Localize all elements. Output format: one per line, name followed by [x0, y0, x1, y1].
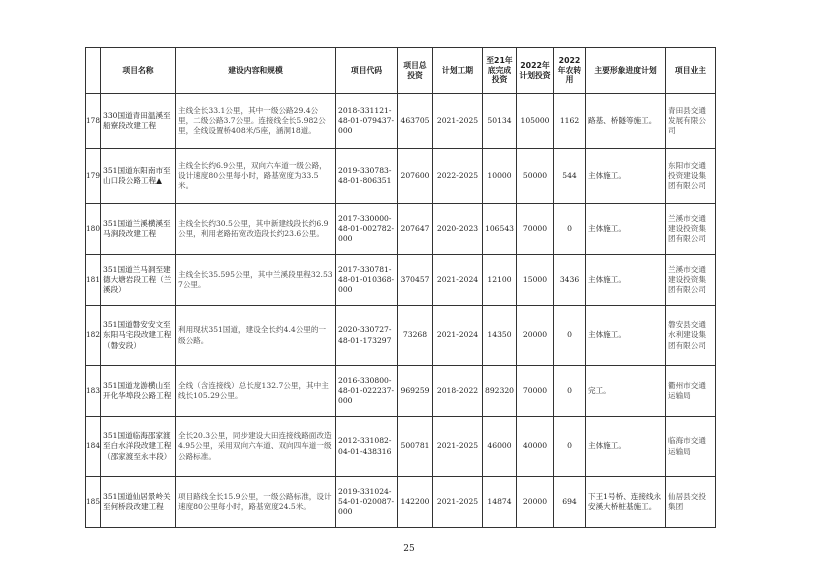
- header-progress-plan: 主要形象进度计划: [586, 48, 666, 94]
- header-2022-land-conversion: 2022年农转用: [554, 48, 586, 94]
- project-name: 351国道兰马洞至建德大塘岩段工程（兰溪段）: [101, 255, 176, 306]
- schedule: 2021-2025: [433, 94, 483, 149]
- land-conversion-2022: 0: [554, 306, 586, 366]
- plan-2022-investment: 40000: [517, 417, 554, 477]
- progress-plan: 主体施工。: [586, 255, 666, 306]
- table-row: [86, 255, 716, 306]
- project-code: 2019-330783-48-01-806351: [336, 149, 398, 204]
- total-investment: 463705: [398, 94, 433, 149]
- header-index: [86, 48, 101, 94]
- project-owner: 兰溪市交通建设投资集团有限公司: [666, 204, 716, 255]
- header-owner: 项目业主: [666, 48, 716, 94]
- total-investment: 969259: [398, 366, 433, 417]
- page-number: 25: [403, 544, 415, 554]
- table-row: [86, 366, 716, 417]
- construction-scope: 主线全长33.1公里，其中一级公路29.4公里，二级公路3.7公里。连接线全长5.982公里，全线设置桥408米/5座，涵洞18道。: [176, 94, 336, 149]
- completed-investment: 14874: [483, 477, 517, 528]
- completed-investment: 106543: [483, 204, 517, 255]
- row-index: 185: [86, 477, 101, 528]
- table-row: [86, 94, 716, 149]
- schedule: 2021-2024: [433, 306, 483, 366]
- project-name: 351国道龙游横山至开化华埠段公路工程: [101, 366, 176, 417]
- project-code: 2017-330781-48-01-010368-000: [336, 255, 398, 306]
- plan-2022-investment: 20000: [517, 477, 554, 528]
- project-code: 2012-331082-04-01-438316: [336, 417, 398, 477]
- row-index: 178: [86, 94, 101, 149]
- progress-plan: 主体施工。: [586, 417, 666, 477]
- construction-scope: 主线全长35.595公里，其中兰溪段里程32.537公里。: [176, 255, 336, 306]
- total-investment: 370457: [398, 255, 433, 306]
- table-row: [86, 149, 716, 204]
- schedule: 2020-2023: [433, 204, 483, 255]
- completed-investment: 50134: [483, 94, 517, 149]
- schedule: 2022-2025: [433, 149, 483, 204]
- plan-2022-investment: 50000: [517, 149, 554, 204]
- plan-2022-investment: 70000: [517, 366, 554, 417]
- progress-plan: 路基、桥隧等施工。: [586, 94, 666, 149]
- table-row: [86, 204, 716, 255]
- progress-plan: 下王1号桥、连接线永安溪大桥桩基施工。: [586, 477, 666, 528]
- project-name: 330国道青田温溪至船寮段改建工程: [101, 94, 176, 149]
- total-investment: 207647: [398, 204, 433, 255]
- plan-2022-investment: 70000: [517, 204, 554, 255]
- header-project-code: 项目代码: [336, 48, 398, 94]
- project-owner: 仙居县交投集团: [666, 477, 716, 528]
- construction-scope: 利用现状351国道，建设全长约4.4公里的一级公路。: [176, 306, 336, 366]
- land-conversion-2022: 544: [554, 149, 586, 204]
- row-index: 182: [86, 306, 101, 366]
- project-name: 351国道磐安安文至东阳马宅段改建工程（磐安段）: [101, 306, 176, 366]
- header-total-investment: 项目总投资: [398, 48, 433, 94]
- project-name: 351国道东阳南市至山口段公路工程▲: [101, 149, 176, 204]
- land-conversion-2022: 0: [554, 366, 586, 417]
- table-row: [86, 306, 716, 366]
- land-conversion-2022: 1162: [554, 94, 586, 149]
- header-scope: 建设内容和规模: [176, 48, 336, 94]
- completed-investment: 12100: [483, 255, 517, 306]
- schedule: 2021-2024: [433, 255, 483, 306]
- header-schedule: 计划工期: [433, 48, 483, 94]
- land-conversion-2022: 0: [554, 417, 586, 477]
- total-investment: 500781: [398, 417, 433, 477]
- construction-scope: 全长20.3公里，同步建设大田连接线路面改造4.95公里，采用双向六车道、双向四车道一级公路标准。: [176, 417, 336, 477]
- progress-plan: 主体施工。: [586, 306, 666, 366]
- construction-scope: 全线（含连接线）总长度132.7公里，其中主线长105.29公里。: [176, 366, 336, 417]
- project-code: 2019-331024-54-01-020087-000: [336, 477, 398, 528]
- row-index: 180: [86, 204, 101, 255]
- project-name: 351国道临海邵家渡至白水洋段改建工程（邵家渡至永丰段）: [101, 417, 176, 477]
- project-owner: 东阳市交通投资建设集团有限公司: [666, 149, 716, 204]
- project-code: 2016-330800-48-01-022237-000: [336, 366, 398, 417]
- project-code: 2018-331121-48-01-079437-000: [336, 94, 398, 149]
- land-conversion-2022: 3436: [554, 255, 586, 306]
- header-completed-investment: 至21年底完成投资: [483, 48, 517, 94]
- project-owner: 衢州市交通运输局: [666, 366, 716, 417]
- plan-2022-investment: 20000: [517, 306, 554, 366]
- row-index: 183: [86, 366, 101, 417]
- completed-investment: 10000: [483, 149, 517, 204]
- construction-scope: 项目路线全长15.9公里，一级公路标准，设计速度80公里每小时，路基宽度24.5米。: [176, 477, 336, 528]
- project-owner: 磐安县交通水利建设集团有限公司: [666, 306, 716, 366]
- project-code: 2017-330000-48-01-002782-000: [336, 204, 398, 255]
- schedule: 2018-2022: [433, 366, 483, 417]
- project-table: [85, 47, 716, 528]
- header-2022-plan-investment: 2022年计划投资: [517, 48, 554, 94]
- project-owner: 青田县交通发展有限公司: [666, 94, 716, 149]
- progress-plan: 完工。: [586, 366, 666, 417]
- row-index: 179: [86, 149, 101, 204]
- project-code: 2020-330727-48-01-173297: [336, 306, 398, 366]
- plan-2022-investment: 15000: [517, 255, 554, 306]
- construction-scope: 主线全长约6.9公里，双向六车道一级公路，设计速度80公里每小时，路基宽度为33.5米。: [176, 149, 336, 204]
- schedule: 2021-2025: [433, 417, 483, 477]
- progress-plan: 主体施工。: [586, 149, 666, 204]
- project-owner: 兰溪市交通建设投资集团有限公司: [666, 255, 716, 306]
- progress-plan: 主体施工。: [586, 204, 666, 255]
- construction-scope: 主线全长约30.5公里，其中新建线段长约6.9公里，利用老路拓宽改造段长约23.6公里。: [176, 204, 336, 255]
- total-investment: 142200: [398, 477, 433, 528]
- row-index: 184: [86, 417, 101, 477]
- project-name: 351国道兰溪横溪至马涧段改建工程: [101, 204, 176, 255]
- completed-investment: 14350: [483, 306, 517, 366]
- land-conversion-2022: 694: [554, 477, 586, 528]
- total-investment: 207600: [398, 149, 433, 204]
- project-owner: 临海市交通运输局: [666, 417, 716, 477]
- project-name: 351国道仙居景岭关至何桥段改建工程: [101, 477, 176, 528]
- table-body: [86, 94, 716, 528]
- row-index: 181: [86, 255, 101, 306]
- total-investment: 73268: [398, 306, 433, 366]
- project-table-wrapper: [85, 47, 716, 528]
- header-row: [86, 48, 716, 94]
- plan-2022-investment: 105000: [517, 94, 554, 149]
- completed-investment: 46000: [483, 417, 517, 477]
- completed-investment: 892320: [483, 366, 517, 417]
- land-conversion-2022: 0: [554, 204, 586, 255]
- schedule: 2021-2025: [433, 477, 483, 528]
- table-row: [86, 477, 716, 528]
- table-row: [86, 417, 716, 477]
- header-project-name: 项目名称: [101, 48, 176, 94]
